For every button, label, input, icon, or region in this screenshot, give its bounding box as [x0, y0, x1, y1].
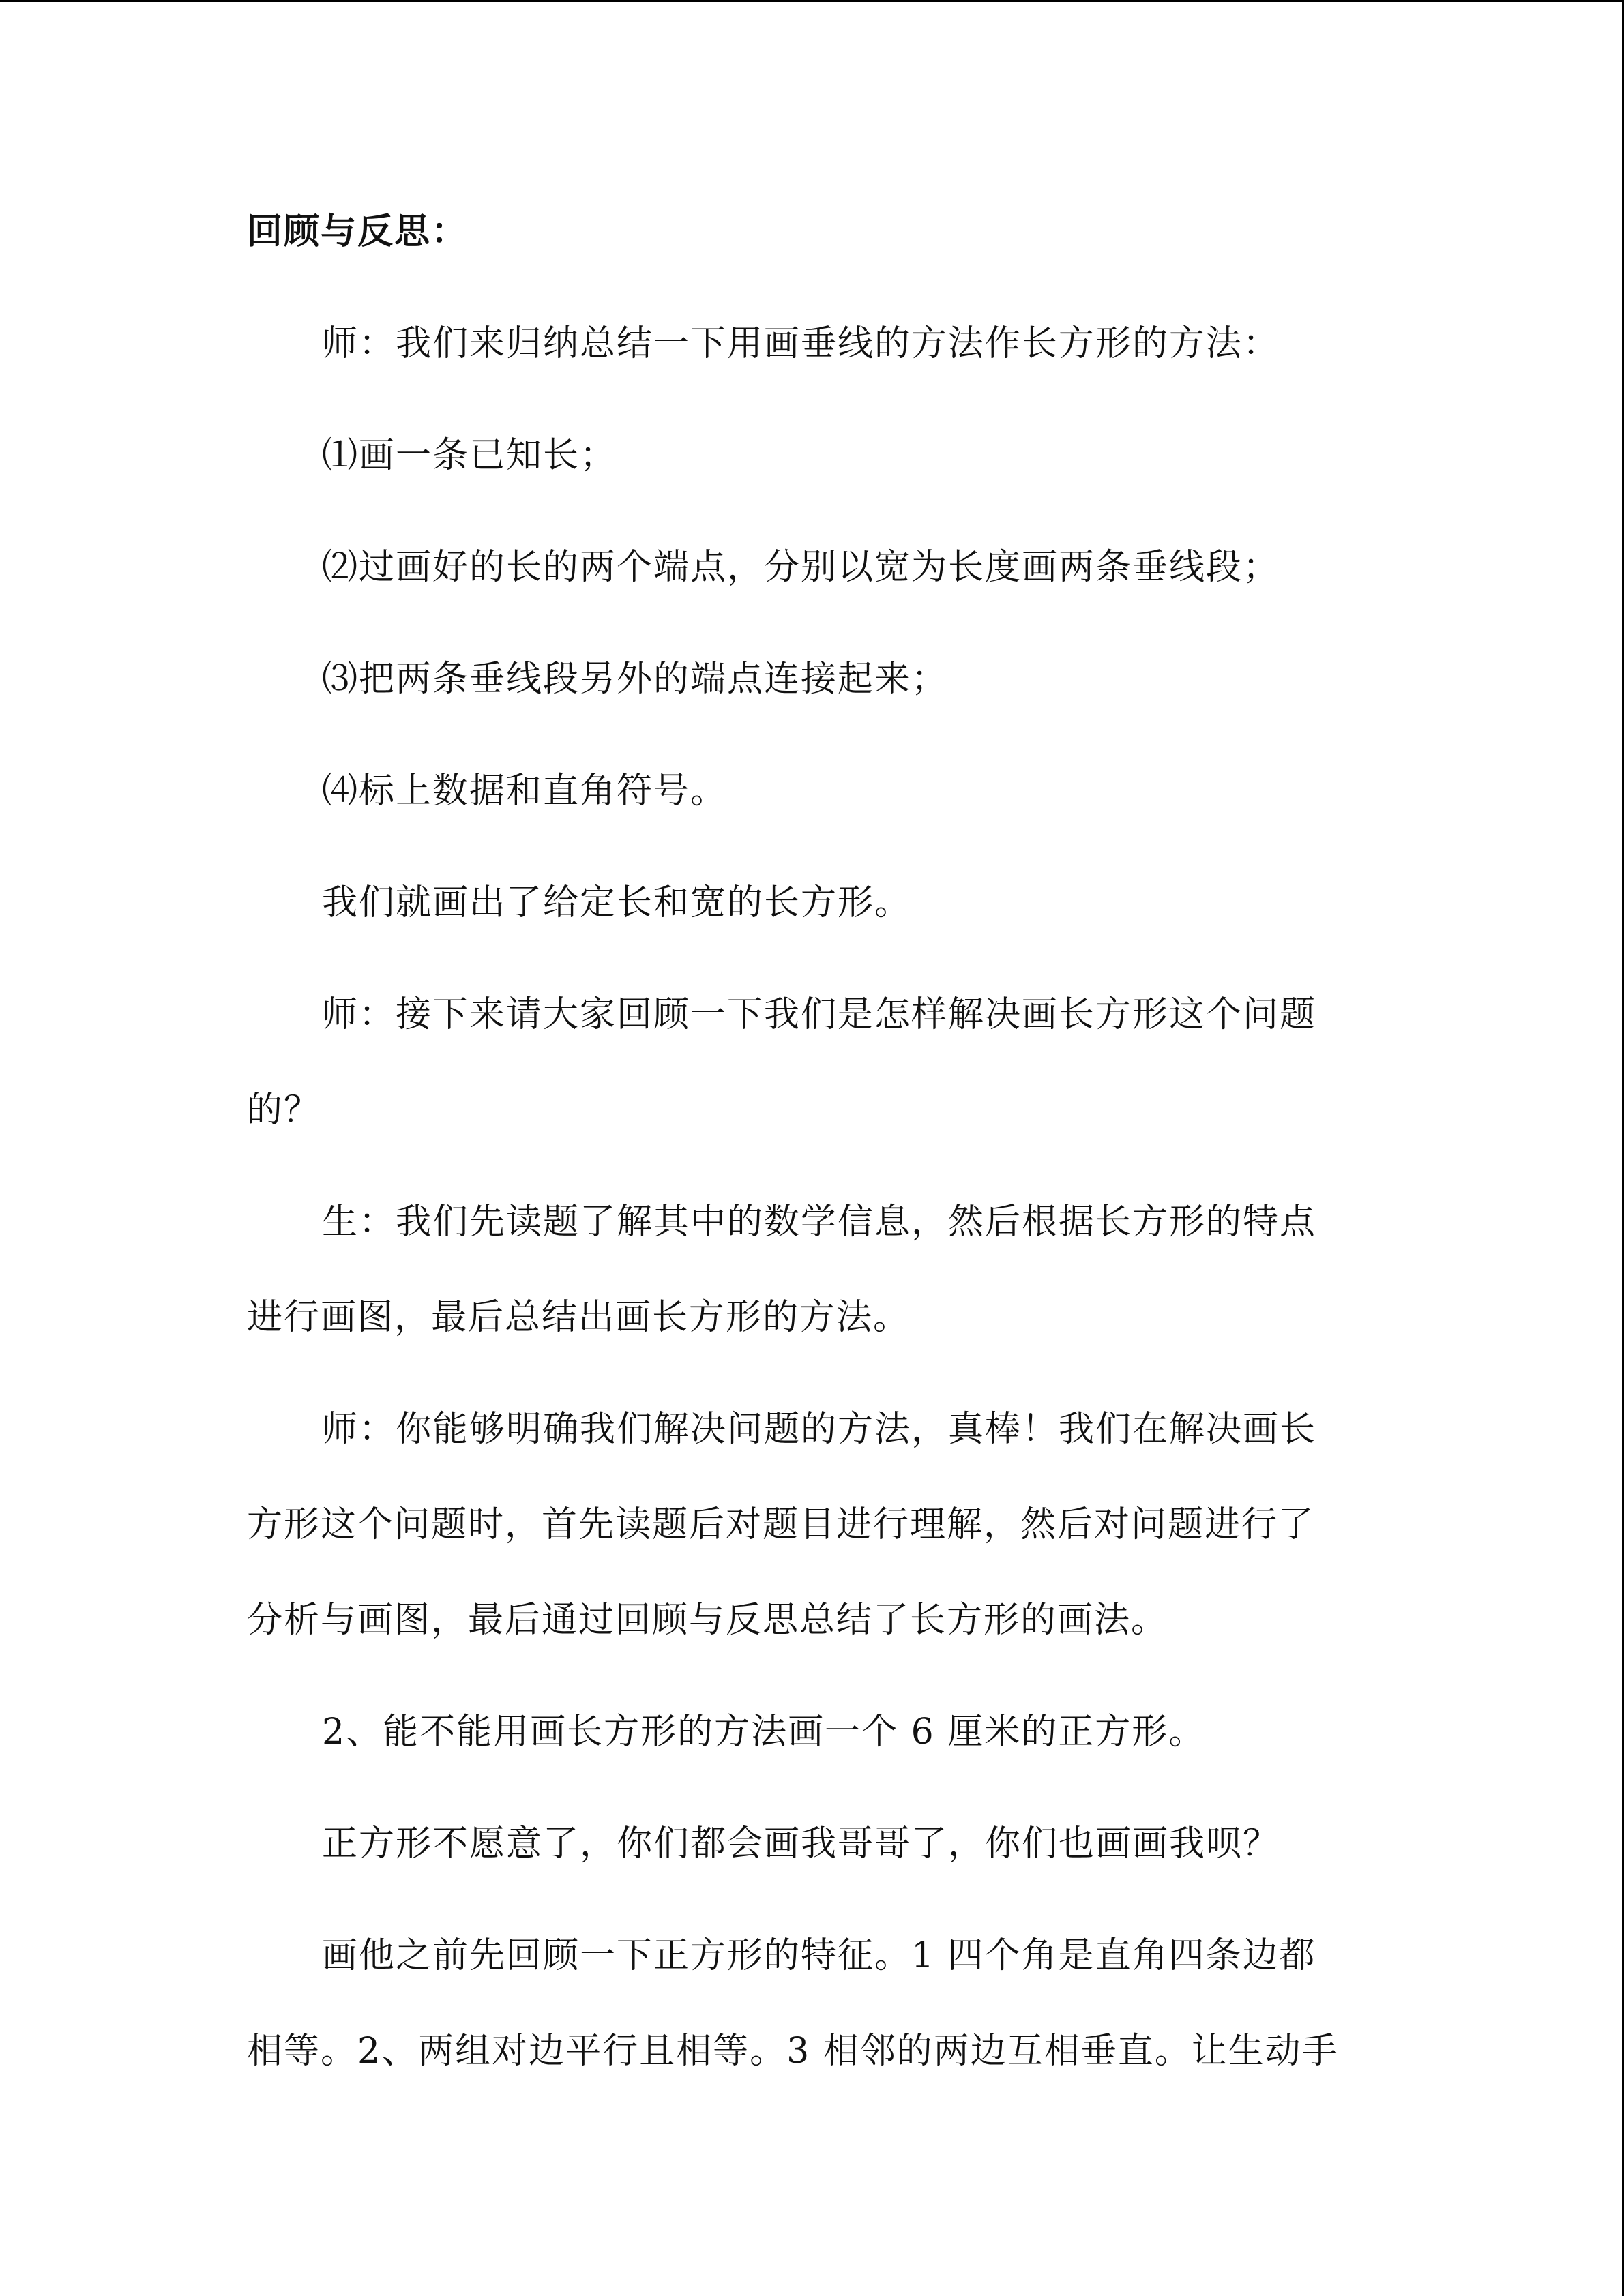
paragraph-line: 师：我们来归纳总结一下用画垂线的方法作长方形的方法： [322, 323, 1280, 364]
paragraph-line: 师：你能够明确我们解决问题的方法，真棒！我们在解决画长 [322, 1409, 1317, 1450]
paragraph [247, 764, 1365, 818]
paragraph [247, 316, 1365, 371]
paragraph-line: 方形这个问题时，首先读题后对题目进行理解，然后对问题进行了 [247, 1504, 1316, 1545]
document-body [247, 205, 1365, 2078]
paragraph-line: 正方形不愿意了，你们都会画我哥哥了，你们也画画我呗？ [322, 1823, 1280, 1864]
paragraph-line: 进行画图，最后总结出画长方形的方法。 [247, 1297, 911, 1338]
paragraph [247, 1817, 1365, 1871]
section-heading: 回顾与反思： [247, 211, 469, 252]
paragraph [247, 540, 1365, 595]
paragraph-line: 我们就画出了给定长和宽的长方形。 [322, 882, 912, 923]
paragraph-line: ⑷标上数据和直角符号。 [322, 771, 728, 811]
paragraph-line: ⑵过画好的长的两个端点，分别以宽为长度画两条垂线段； [322, 547, 1280, 588]
paragraph-line: 的？ [247, 1090, 321, 1131]
top-border [0, 0, 1624, 2]
paragraph [247, 1705, 1365, 1759]
paragraph-line: 师：接下来请大家回顾一下我们是怎样解决画长方形这个问题 [322, 994, 1317, 1035]
paragraph [247, 1928, 1365, 2078]
paragraph-line: ⑶把两条垂线段另外的端点连接起来； [322, 659, 949, 700]
paragraph [247, 987, 1365, 1137]
paragraph [247, 876, 1365, 930]
paragraph [247, 652, 1365, 706]
paragraph-line: 画他之前先回顾一下正方形的特征。1 四个角是直角四条边都 [322, 1935, 1316, 1976]
paragraph-line: 生：我们先读题了解其中的数学信息，然后根据长方形的特点 [322, 1202, 1317, 1242]
paragraph-line: ⑴画一条已知长； [322, 435, 617, 476]
paragraph [247, 1195, 1365, 1345]
paragraph-line: 2、能不能用画长方形的方法画一个 6 厘米的正方形。 [322, 1712, 1206, 1753]
paragraph [247, 428, 1365, 483]
paragraph-line: 分析与画图，最后通过回顾与反思总结了长方形的画法。 [247, 1600, 1168, 1641]
paragraph [247, 1402, 1365, 1648]
paragraph-line: 相等。2、两组对边平行且相等。3 相邻的两边互相垂直。让生动手 [247, 2031, 1339, 2072]
